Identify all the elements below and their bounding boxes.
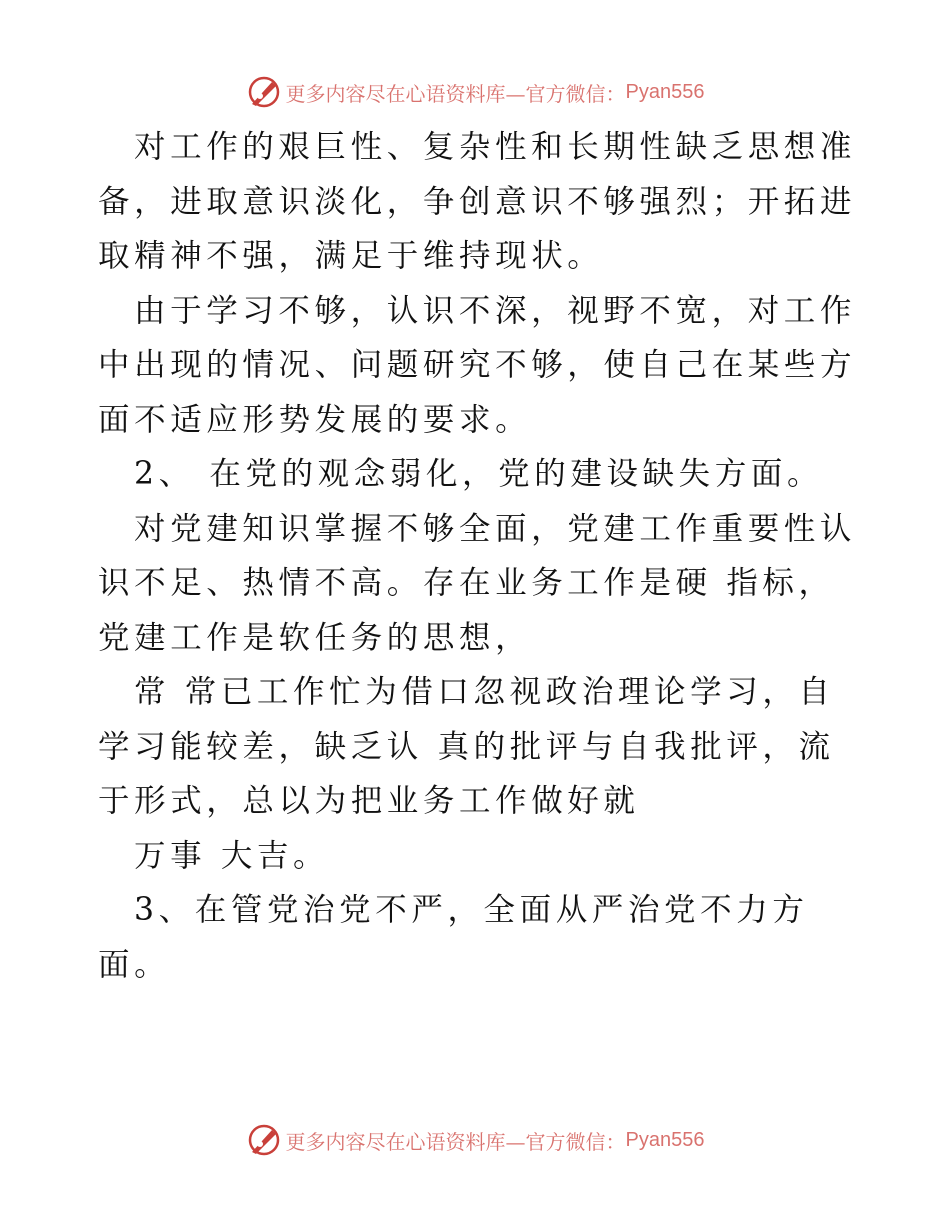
header-promo-text: 更多内容尽在心语资料库—官方微信：: [285, 81, 626, 106]
header-banner: [0, 72, 950, 112]
paragraph-2: 由于学习不够，认识不深，视野不宽，对工作中出现的情况、问题研究不够，使自己在某些方面不适应形势发展的要求。: [98, 292, 857, 438]
paragraph-1: 对工作的艰巨性、复杂性和长期性缺乏思想准备，进取意识淡化，争创意识不够强烈；开拓进取精神不强，满足于维持现状。: [98, 129, 857, 274]
pen-circle-logo-icon: [246, 1122, 282, 1158]
header-wechat-id: Pyan556: [625, 80, 705, 103]
footer-wechat-id: Pyan556: [625, 1128, 705, 1151]
section-heading-3: 3、在管党治党不严，全面从严治党不力方面。: [98, 892, 809, 983]
paragraph-3: 对党建知识掌握不够全面，党建工作重要性认识不足、热情不高。存在业务工作是硬 指标，党建工作是软任务的思想，: [98, 510, 857, 656]
footer-promo-text: 更多内容尽在心语资料库—官方微信：: [285, 1129, 626, 1154]
paragraph-5: 万事 大吉。: [134, 837, 330, 874]
document-body: [98, 120, 858, 992]
section-heading-2: 2、 在党的观念弱化，党的建设缺失方面。: [134, 456, 824, 492]
paragraph-4: 常 常已工作忙为借口忽视政治理论学习，自学习能较差，缺乏认 真的批评与自我批评，流于形式，总以为把业务工作做好就: [98, 674, 835, 819]
pen-circle-logo-icon: [246, 74, 282, 110]
footer-banner: [0, 1120, 950, 1160]
